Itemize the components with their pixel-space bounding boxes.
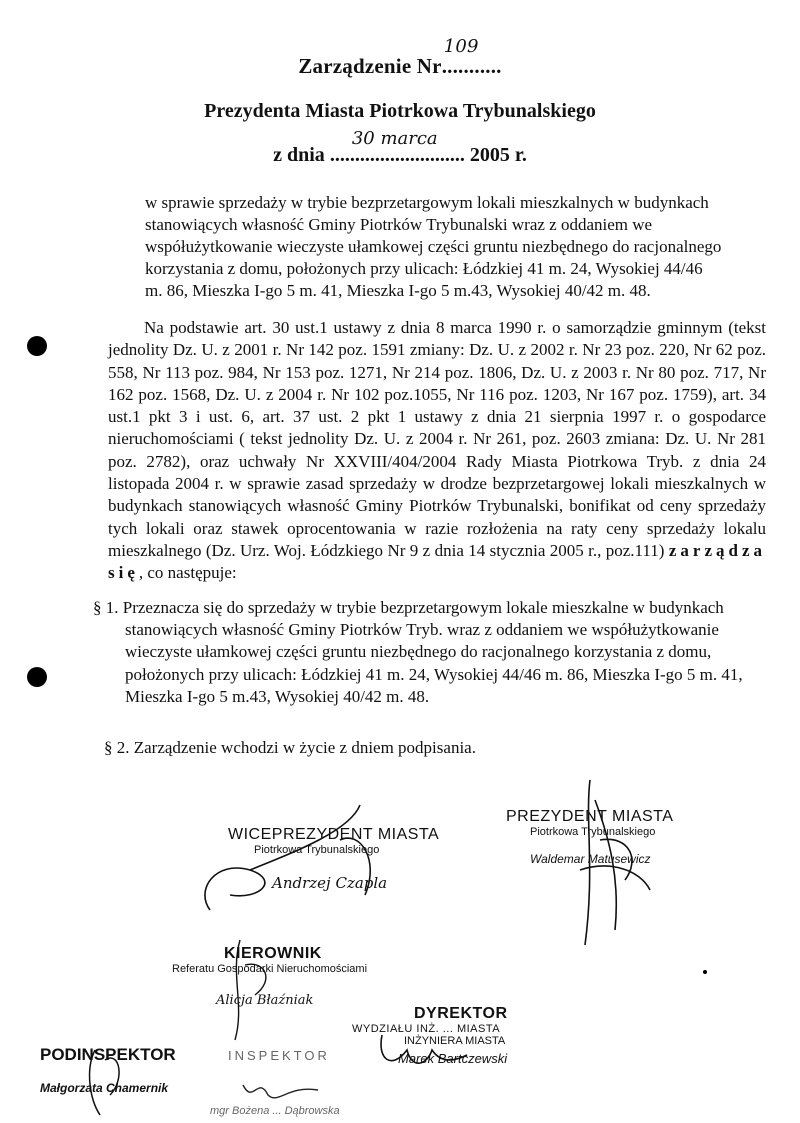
punch-hole-marker [27,667,47,687]
faded-signature [238,1075,328,1105]
subject-line: stanowiących własność Gminy Piotrków Trybunalski wraz z oddaniem we [145,215,653,234]
subject-line: w sprawie sprzedaży w trybie bezprzetargowym lokali mieszkalnych w budynkach [145,193,709,212]
subject-line: współużytkowanie wieczyste ułamkowej części gruntu niezbędnego do racjonalnego [145,237,722,256]
manager-signature [215,935,305,1045]
legal-basis-paragraph: Na podstawie art. 30 ust.1 ustawy z dnia 8 marca 1990 r. o samorządzie gminnym (tekst jednolity Dz. U. z 2001 r. Nr 142 poz. 1591 zmiany: Dz. U. z 2002 r. Nr 23 poz. 220, Nr 62 poz. 558, Nr 113 poz. 984, Nr 153 poz. 1271, Nr 214 poz. 1806, Dz. U. z 2003 r. Nr 80 poz. 717, Nr 162 poz. 1568, Dz. U. z 2004 r. Nr 102 poz.1055, Nr 116 poz. 1203, Nr 167 poz. 1759), art. 34 ust.1 pkt 3 i ust. 6, art. 37 ust. 2 pkt 1 ustawy z dnia 21 sierpnia 1997 r. o gospodarce nieruchomościami ( tekst jednolity Dz. U. z 2004 r. Nr 261, poz. 2603 zmiana: Dz. U. Nr 281 poz. 2782), oraz uchwały Nr XXVIII/404/2004 Rady Miasta Piotrkowa Tryb. z dnia 24 listopada 2004 r. w sprawie zasad sprzedaży w drodze bezprzetargowej lokali mieszkalnych w budynkach stanowiących własność Gminy Piotrków Trybunalski, bonifikat od ceny sprzedaży tych lokali oraz stawek oprocentowania w razie rozłożenia na raty ceny sprzedaży lokalu mieszkalnego (Dz. Urz. Woj. Łódzkiego Nr 9 z dnia 14 stycznia 2005 r., poz.111) zarządza się, co następuje: [108,318,767,583]
inspector-stamp: PODINSPEKTOR Małgorzata Chamernik [40,1045,176,1095]
decree-phrase: zarządza się [108,540,767,583]
document-date: z dnia ........................... 30 marca 2005 r. [273,128,527,166]
section-2 [104,738,476,758]
president-stamp: PREZYDENT MIASTA Piotrkowa Trybunalskiego Waldemar Matusewicz [506,808,674,866]
section-text: Zarządzenie wchodzi w życie z dniem podpisania. [133,738,476,757]
handwritten-order-number: 109 [443,36,479,57]
vice-president-stamp: WICEPREZYDENT MIASTA Piotrkowa Trybunalskiego Andrzej Czapla [228,826,440,892]
director-stamp: DYREKTOR WYDZIAŁU INŻ. ... MIASTA INŻYNIERA MIASTA Marek Bartczewski [352,1005,508,1066]
ink-dot [703,970,707,974]
punch-hole-marker [27,336,47,356]
section-label: § 2. [104,738,130,757]
subject-line: korzystania z domu, położonych przy ulicach: Łódzkiej 41 m. 24, Wysokiej 44/46 [145,259,703,278]
inspector-signature [70,1040,140,1120]
section-text: Przeznacza się do sprzedaży w trybie bezprzetargowym lokale mieszkalne w budynkach stanowiących własność Gminy Piotrków Tryb. wraz z oddaniem we współużytkowanie wieczyste ułamkowej części gruntu niezbędnego do racjonalnego korzystania z domu, położonych przy ulicach: Łódzkiej 41 m. 24, Wysokiej 44/46 m. 86, Mieszka I-go 5 m. 41, Mieszka I-go 5 m.43, Wysokiej 40/42 m. 48. [122,598,743,706]
manager-stamp: KIEROWNIK Referatu Gospodarki Nieruchomościami Alicja Błaźniak [172,945,368,1008]
subject-paragraph [145,192,760,302]
vice-president-signature [190,800,420,920]
section-1 [93,597,765,708]
subject-line: m. 86, Mieszka I-go 5 m. 41, Mieszka I-go 5 m.43, Wysokiej 40/42 m. 48. [145,281,651,300]
section-label: § 1. [93,598,119,617]
president-signature [540,780,690,950]
document-title: Zarządzenie Nr........... 109 [298,36,502,78]
faded-stamp: INSPEKTOR mgr Bożena ... Dąbrowska [210,1048,340,1117]
handwritten-date: 30 marca [351,128,438,149]
director-signature [372,1020,492,1080]
issuing-authority: Prezydenta Miasta Piotrkowa Trybunalskiego [204,100,596,122]
